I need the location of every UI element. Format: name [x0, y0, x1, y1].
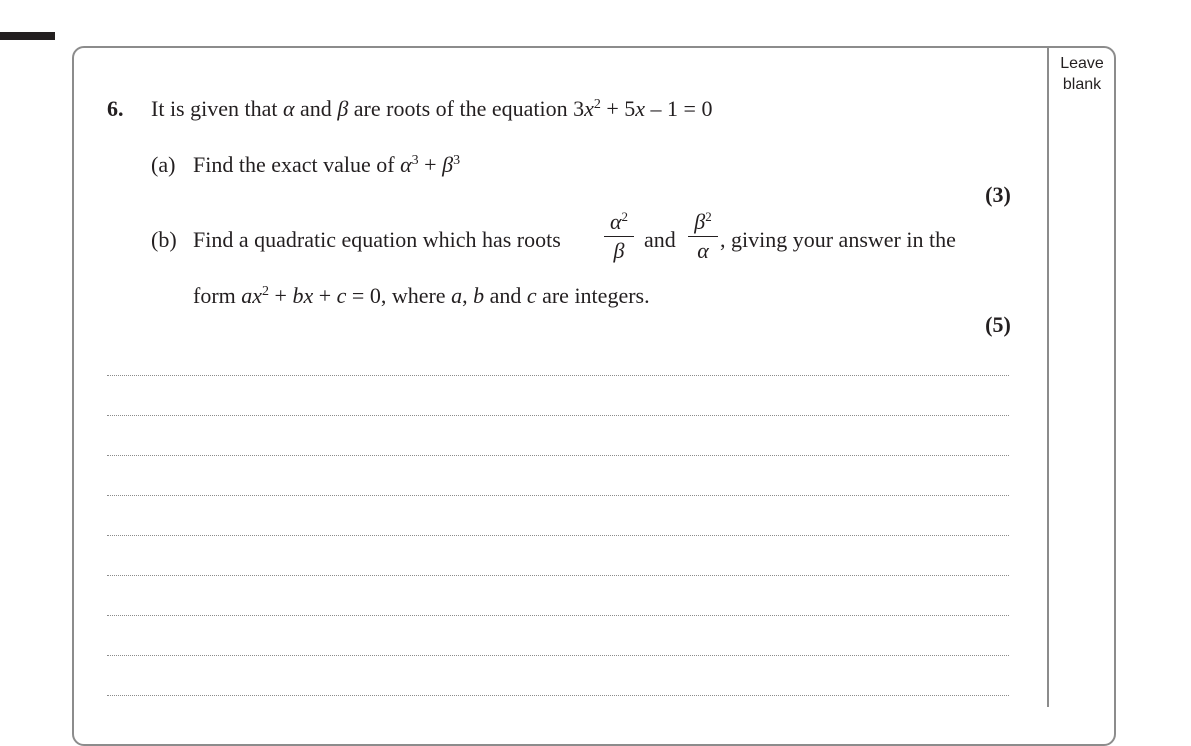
- line2-c2: c: [526, 283, 537, 308]
- line2-a2: a: [451, 283, 463, 308]
- part-a-marks: (3): [985, 182, 1011, 207]
- part-a-label: (a): [151, 152, 176, 177]
- part-a-beta: β: [442, 152, 454, 177]
- part-b-prompt: Find a quadratic equation which has roots: [193, 227, 561, 252]
- frac1-denominator: β: [613, 238, 625, 263]
- answer-line[interactable]: [107, 575, 1009, 576]
- answer-line[interactable]: [107, 655, 1009, 656]
- question-number: 6.: [107, 96, 124, 121]
- line2-b2: b: [473, 283, 485, 308]
- stem-x2: x: [635, 96, 646, 121]
- part-b-label: (b): [151, 227, 177, 252]
- line2-x2: x: [303, 283, 314, 308]
- line2-a: a: [241, 283, 253, 308]
- frac2-denominator: α: [697, 238, 709, 263]
- part-a-cube-2: 3: [453, 153, 461, 168]
- answer-line[interactable]: [107, 415, 1009, 416]
- stem-beta: β: [337, 96, 349, 121]
- part-a-cube-1: 3: [411, 153, 419, 168]
- leave-blank-label: [1052, 53, 1112, 95]
- frac2-bar: [688, 236, 718, 237]
- answer-frame: [72, 46, 1116, 746]
- part-b-and: and: [644, 227, 676, 252]
- frac2-num-var: β: [694, 209, 706, 234]
- frac2-num-power: 2: [705, 209, 712, 224]
- part-a-text: [193, 152, 460, 178]
- line2-sep: ,: [462, 283, 474, 308]
- answer-line[interactable]: [107, 375, 1009, 376]
- line2-plus1: +: [269, 283, 293, 308]
- stem-squared: 2: [593, 97, 601, 112]
- stem-suffix: + 5: [600, 96, 636, 121]
- frac1-numerator: [604, 210, 634, 234]
- line2-and: and: [484, 283, 527, 308]
- page-edge-mark: [0, 32, 55, 40]
- stem-mid: are roots of the equation 3: [348, 96, 585, 121]
- question-stem: [151, 96, 712, 122]
- stem-x: x: [584, 96, 594, 121]
- frac1-num-var: α: [609, 209, 622, 234]
- line2-squared: 2: [262, 284, 270, 299]
- stem-end: – 1 = 0: [645, 96, 713, 121]
- part-b-text-end: , giving your answer in the: [720, 227, 956, 252]
- answer-line[interactable]: [107, 455, 1009, 456]
- leave-blank-line1: Leave: [1060, 55, 1104, 72]
- line2-b: b: [292, 283, 304, 308]
- part-a-plus: +: [418, 152, 443, 177]
- answer-line[interactable]: [107, 615, 1009, 616]
- answer-line[interactable]: [107, 695, 1009, 696]
- answer-line[interactable]: [107, 495, 1009, 496]
- fraction-alpha-sq-over-beta: [604, 210, 634, 263]
- leave-blank-column-divider: [1047, 47, 1049, 707]
- line2-x: x: [252, 283, 263, 308]
- part-a-prompt: Find the exact value of: [193, 152, 401, 177]
- line2-mid: = 0, where: [346, 283, 452, 308]
- frac1-bar: [604, 236, 634, 237]
- line2-end: are integers.: [536, 283, 650, 308]
- leave-blank-line2: blank: [1062, 76, 1102, 93]
- frac2-numerator: [688, 210, 718, 234]
- stem-alpha: α: [282, 96, 295, 121]
- line2-plus2: +: [313, 283, 337, 308]
- fraction-beta-sq-over-alpha: [688, 210, 718, 263]
- part-b-marks: (5): [985, 312, 1011, 337]
- answer-line[interactable]: [107, 535, 1009, 536]
- frac1-num-power: 2: [621, 209, 629, 224]
- line2-c: c: [336, 283, 347, 308]
- stem-and: and: [294, 96, 338, 121]
- part-a-alpha: α: [400, 152, 412, 177]
- part-b-line2: [193, 283, 650, 309]
- line2-form: form: [193, 283, 242, 308]
- stem-prefix: It is given that: [151, 96, 283, 121]
